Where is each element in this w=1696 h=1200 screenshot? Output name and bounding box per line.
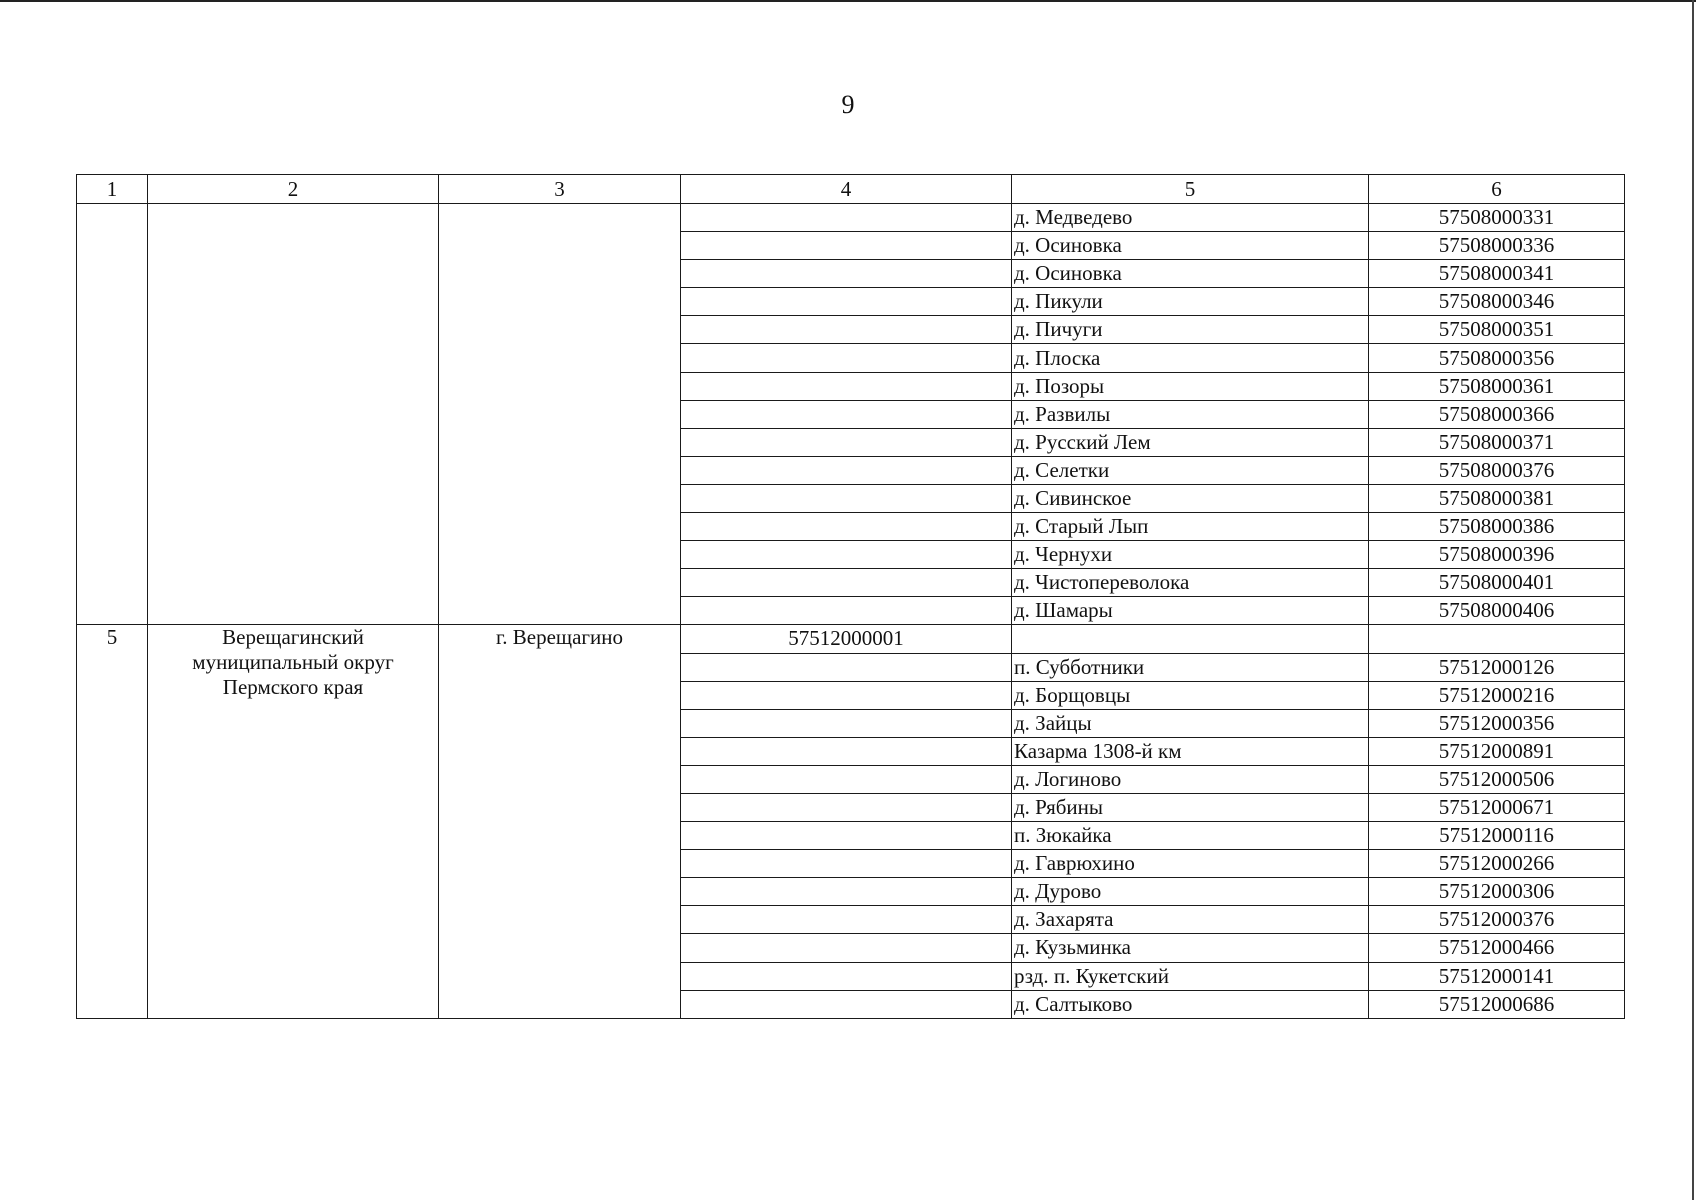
empty-code-cell (681, 204, 1012, 232)
empty-code-cell (681, 428, 1012, 456)
column-header-5: 5 (1012, 175, 1369, 204)
settlement-code-cell: 57508000371 (1369, 428, 1625, 456)
empty-code-cell (681, 653, 1012, 681)
merged-empty-cell-col2 (148, 204, 439, 625)
empty-code-cell (681, 962, 1012, 990)
settlement-name-cell: Казарма 1308-й км (1012, 737, 1369, 765)
settlement-name-cell: д. Дурово (1012, 878, 1369, 906)
settlement-name-cell: д. Пичуги (1012, 316, 1369, 344)
right-border-line (1692, 0, 1694, 1200)
empty-code-cell (681, 316, 1012, 344)
settlement-code-cell: 57508000386 (1369, 513, 1625, 541)
settlements-table (76, 174, 1625, 1019)
settlement-code-cell: 57512000141 (1369, 962, 1625, 990)
settlement-name-cell: д. Кузьминка (1012, 934, 1369, 962)
settlement-name-cell: д. Зайцы (1012, 709, 1369, 737)
empty-code-cell (681, 681, 1012, 709)
settlement-name-cell: д. Осиновка (1012, 232, 1369, 260)
settlement-name-cell: д. Логиново (1012, 765, 1369, 793)
settlement-code-cell: 57512000506 (1369, 765, 1625, 793)
district-center-cell: г. Верещагино (439, 625, 681, 1018)
settlement-code-cell: 57508000361 (1369, 372, 1625, 400)
settlement-code-cell: 57512000216 (1369, 681, 1625, 709)
settlement-code-cell: 57512000686 (1369, 990, 1625, 1018)
empty-code-cell (681, 709, 1012, 737)
empty-code-cell (681, 260, 1012, 288)
settlement-code-cell: 57508000381 (1369, 484, 1625, 512)
settlement-name-cell: д. Плоска (1012, 344, 1369, 372)
empty-code-cell (681, 878, 1012, 906)
settlement-name-cell: д. Шамары (1012, 597, 1369, 625)
settlement-name-cell: д. Салтыково (1012, 990, 1369, 1018)
empty-code-cell (681, 232, 1012, 260)
settlement-name-cell: д. Пикули (1012, 288, 1369, 316)
empty-code-cell (681, 990, 1012, 1018)
settlement-name-cell: д. Захарята (1012, 906, 1369, 934)
settlement-name-cell: д. Сивинское (1012, 484, 1369, 512)
settlement-name-cell: д. Осиновка (1012, 260, 1369, 288)
empty-code-cell (681, 541, 1012, 569)
column-header-4: 4 (681, 175, 1012, 204)
settlement-name-cell: д. Старый Лып (1012, 513, 1369, 541)
column-header-6: 6 (1369, 175, 1625, 204)
settlement-code-cell: 57508000351 (1369, 316, 1625, 344)
settlement-name-cell: д. Рябины (1012, 793, 1369, 821)
empty-code-cell (681, 400, 1012, 428)
settlement-name-cell: д. Позоры (1012, 372, 1369, 400)
settlement-code-cell: 57512000466 (1369, 934, 1625, 962)
empty-code-cell (681, 850, 1012, 878)
settlement-name-cell: п. Субботники (1012, 653, 1369, 681)
settlement-code-cell: 57512000376 (1369, 906, 1625, 934)
page-number: 9 (841, 90, 855, 119)
empty-code-cell (681, 934, 1012, 962)
settlement-code-cell: 57512000306 (1369, 878, 1625, 906)
settlement-name-cell: д. Селетки (1012, 456, 1369, 484)
settlement-code-cell: 57508000401 (1369, 569, 1625, 597)
settlement-code-cell: 57508000396 (1369, 541, 1625, 569)
settlement-name-cell: рзд. п. Кукетский (1012, 962, 1369, 990)
settlement-name-cell: д. Борщовцы (1012, 681, 1369, 709)
table-row (77, 625, 1625, 653)
empty-code-cell (681, 344, 1012, 372)
empty-code-cell (681, 484, 1012, 512)
empty-code-cell (681, 793, 1012, 821)
table-header-row (77, 175, 1625, 204)
empty-code-cell (681, 372, 1012, 400)
settlement-code-cell: 57508000376 (1369, 456, 1625, 484)
settlement-name-cell: д. Развилы (1012, 400, 1369, 428)
settlement-code-cell: 57508000341 (1369, 260, 1625, 288)
district-name-cell: Верещагинский муниципальный округ Пермского края (148, 625, 439, 1018)
settlement-name-cell: д. Чистопереволока (1012, 569, 1369, 597)
settlement-code-cell: 57508000356 (1369, 344, 1625, 372)
empty-code-cell (681, 288, 1012, 316)
column-header-3: 3 (439, 175, 681, 204)
table-row (77, 204, 1625, 232)
settlement-name-cell: д. Медведево (1012, 204, 1369, 232)
empty-code-cell (681, 822, 1012, 850)
top-border-line (0, 0, 1696, 2)
district-center-code-cell: 57512000001 (681, 625, 1012, 653)
settlement-code-cell: 57508000406 (1369, 597, 1625, 625)
settlement-code-cell: 57512000891 (1369, 737, 1625, 765)
empty-code-cell (1369, 625, 1625, 653)
merged-empty-cell-col1 (77, 204, 148, 625)
settlement-code-cell: 57512000356 (1369, 709, 1625, 737)
settlement-name-cell: д. Гаврюхино (1012, 850, 1369, 878)
empty-code-cell (681, 765, 1012, 793)
settlement-code-cell: 57508000346 (1369, 288, 1625, 316)
empty-code-cell (681, 569, 1012, 597)
settlement-name-cell: д. Чернухи (1012, 541, 1369, 569)
table-body (77, 175, 1625, 1019)
merged-empty-cell-col3 (439, 204, 681, 625)
empty-name-cell (1012, 625, 1369, 653)
settlement-code-cell: 57512000266 (1369, 850, 1625, 878)
settlement-code-cell: 57512000126 (1369, 653, 1625, 681)
empty-code-cell (681, 513, 1012, 541)
settlement-code-cell: 57512000671 (1369, 793, 1625, 821)
column-header-1: 1 (77, 175, 148, 204)
settlement-code-cell: 57508000336 (1369, 232, 1625, 260)
empty-code-cell (681, 597, 1012, 625)
empty-code-cell (681, 456, 1012, 484)
settlement-code-cell: 57508000331 (1369, 204, 1625, 232)
settlement-code-cell: 57508000366 (1369, 400, 1625, 428)
column-header-2: 2 (148, 175, 439, 204)
settlement-code-cell: 57512000116 (1369, 822, 1625, 850)
empty-code-cell (681, 737, 1012, 765)
settlement-name-cell: д. Русский Лем (1012, 428, 1369, 456)
empty-code-cell (681, 906, 1012, 934)
settlement-name-cell: п. Зюкайка (1012, 822, 1369, 850)
district-number-cell: 5 (77, 625, 148, 1018)
